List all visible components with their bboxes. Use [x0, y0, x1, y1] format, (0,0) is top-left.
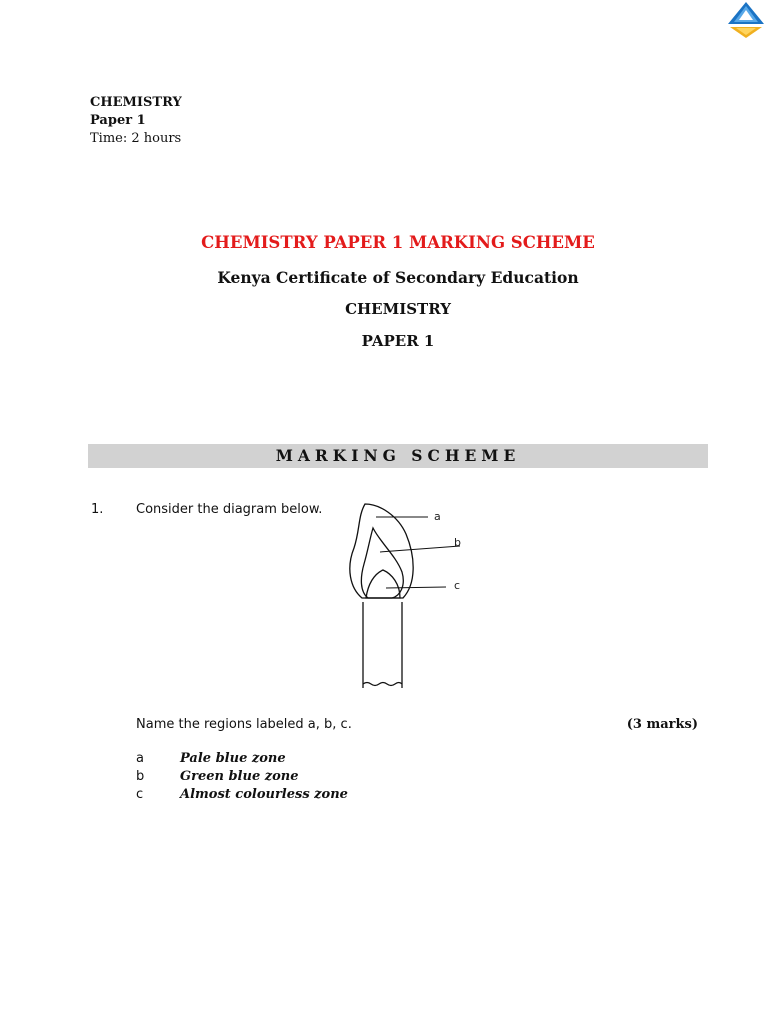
question-text: Consider the diagram below. — [136, 502, 323, 517]
diagram-label-c: c — [454, 579, 461, 592]
answer-row-c — [136, 787, 348, 802]
answer-text: Green blue zone — [180, 769, 299, 784]
question-instruction: Name the regions labeled a, b, c. — [136, 717, 352, 732]
answer-row-b — [136, 769, 299, 784]
diagram-label-a: a — [434, 510, 441, 523]
answer-letter: a — [136, 751, 144, 766]
inner-flame-zone — [366, 570, 400, 598]
header-time: Time: 2 hours — [90, 131, 182, 146]
answer-letter: c — [136, 787, 144, 802]
subject-title: CHEMISTRY — [345, 300, 451, 318]
header-block — [90, 94, 182, 148]
diagram-label-b: b — [454, 536, 461, 549]
answer-row-a — [136, 751, 286, 766]
marking-scheme-band: MARKING SCHEME — [88, 444, 708, 468]
publisher-logo-icon — [724, 0, 768, 40]
answer-text: Almost colourless zone — [180, 787, 348, 802]
question-marks: (3 marks) — [626, 717, 698, 732]
main-title: CHEMISTRY PAPER 1 MARKING SCHEME — [201, 233, 595, 252]
answer-text: Pale blue zone — [180, 751, 286, 766]
header-subject: CHEMISTRY — [90, 95, 182, 110]
answer-letter: b — [136, 769, 145, 784]
question-number: 1. — [91, 502, 104, 517]
header-paper: Paper 1 — [90, 113, 146, 128]
candle-body — [363, 602, 402, 688]
paper-title: PAPER 1 — [361, 332, 435, 350]
flame-diagram — [340, 498, 480, 698]
certificate-title: Kenya Certificate of Secondary Education — [217, 268, 579, 287]
